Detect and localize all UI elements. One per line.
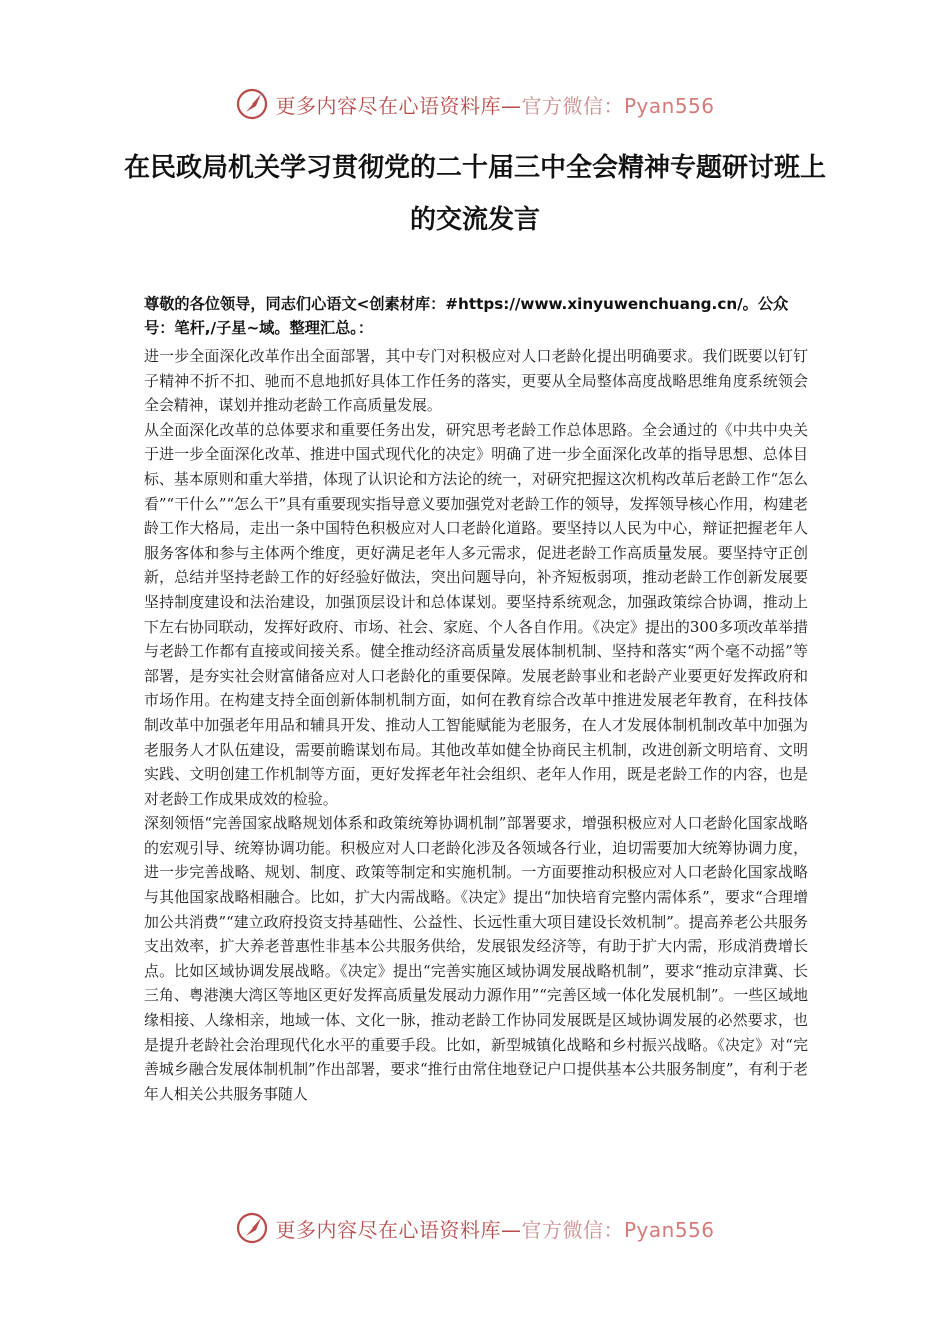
banner-wechat-id: Pyan556 — [623, 93, 715, 118]
banner-wechat-label: 官方微信： — [521, 93, 624, 118]
top-banner — [0, 84, 950, 124]
salutation: 尊敬的各位领导，同志们心语文<创素材库：#https://www.xinyuwenchuang.cn/。公众号：笔杆,/子星~域。整理汇总。： — [144, 295, 789, 337]
document-body — [144, 344, 808, 1106]
banner-wechat-id: Pyan556 — [623, 1217, 715, 1242]
banner-prefix: 更多内容尽在心语资料库— — [275, 93, 522, 118]
bottom-banner — [0, 1208, 950, 1248]
paragraph: 从全面深化改革的总体要求和重要任务出发，研究思考老龄工作总体思路。全会通过的《中共中央关于进一步全面深化改革、推进中国式现代化的决定》明确了进一步全面深化改革的指导思想、总体目标、基本原则和重大举措，体现了认识论和方法论的统一，对研究把握这次机构改革后老龄工作“怎么看”“干什么”“怎么干”具有重要现实指导意义要加强党对老龄工作的领导，发挥领导核心作用，构建老龄工作大格局，走出一条中国特色积极应对人口老龄化道路。要坚持以人民为中心，辩证把握老年人服务客体和参与主体两个维度，更好满足老年人多元需求，促进老龄工作高质量发展。要坚持守正创新，总结并坚持老龄工作的好经验好做法，突出问题导向，补齐短板弱项，推动老龄工作创新发展要坚持制度建设和法治建设，加强顶层设计和总体谋划。要坚持系统观念，加强政策综合协调，推动上下左右协同联动，发挥好政府、市场、社会、家庭、个人各自作用。《决定》提出的300多项改革举措与老龄工作都有直接或间接关系。健全推动经济高质量发展体制机制、坚持和落实“两个毫不动摇”等部署，是夯实社会财富储备应对人口老龄化的重要保障。发展老龄事业和老龄产业要更好发挥政府和市场作用。在构建支持全面创新体制机制方面，如何在教育综合改革中推进发展老年教育，在科技体制改革中加强老年用品和辅具开发、推动人工智能赋能为老服务，在人才发展体制机制改革中加强为老服务人才队伍建设，需要前瞻谋划布局。其他改革如健全协商民主机制，改进创新文明培育、文明实践、文明创建工作机制等方面，更好发挥老年社会组织、老年人作用，既是老龄工作的内容，也是对老龄工作成果成效的检验。 — [144, 420, 808, 808]
quill-pen-icon — [235, 87, 269, 121]
paragraph: 深刻领悟“完善国家战略规划体系和政策统筹协调机制”部署要求，增强积极应对人口老龄化国家战略的宏观引导、统筹协调功能。积极应对人口老龄化涉及各领域各行业，迫切需要加大统筹协调力度，进一步完善战略、规划、制度、政策等制定和实施机制。一方面要推动积极应对人口老龄化国家战略与其他国家战略相融合。比如，扩大内需战略。《决定》提出“加快培育完整内需体系”，要求“合理增加公共消费”“建立政府投资支持基础性、公益性、长远性重大项目建设长效机制”。提高养老公共服务支出效率，扩大养老普惠性非基本公共服务供给，发展银发经济等，有助于扩大内需，形成消费增长点。比如区域协调发展战略。《决定》提出“完善实施区域协调发展战略机制”，要求“推动京津冀、长三角、粤港澳大湾区等地区更好发挥高质量发展动力源作用”“完善区域一体化发展机制”。一些区域地缘相接、人缘相亲，地域一体、文化一脉，推动老龄工作协同发展既是区域协调发展的必然要求，也是提升老龄社会治理现代化水平的重要手段。比如，新型城镇化战略和乡村振兴战略。《决定》对“完善城乡融合发展体制机制”作出部署，要求“推行由常住地登记户口提供基本公共服务制度”，有利于老年人相关公共服务事随人 — [144, 814, 808, 1103]
document-title: 在民政局机关学习贯彻党的二十届三中全会精神专题研讨班上的交流发言 — [123, 153, 826, 235]
banner-wechat-label: 官方微信： — [521, 1217, 624, 1242]
paragraph: 进一步全面深化改革作出全面部署，其中专门对积极应对人口老龄化提出明确要求。我们既要以钉钉子精神不折不扣、驰而不息地抓好具体工作任务的落实，更要从全局整体高度战略思维角度系统领会全会精神，谋划并推动老龄工作高质量发展。 — [144, 347, 808, 415]
banner-text — [275, 90, 714, 119]
quill-pen-icon — [235, 1211, 269, 1245]
banner-prefix: 更多内容尽在心语资料库— — [275, 1217, 522, 1242]
banner-text — [275, 1214, 714, 1243]
